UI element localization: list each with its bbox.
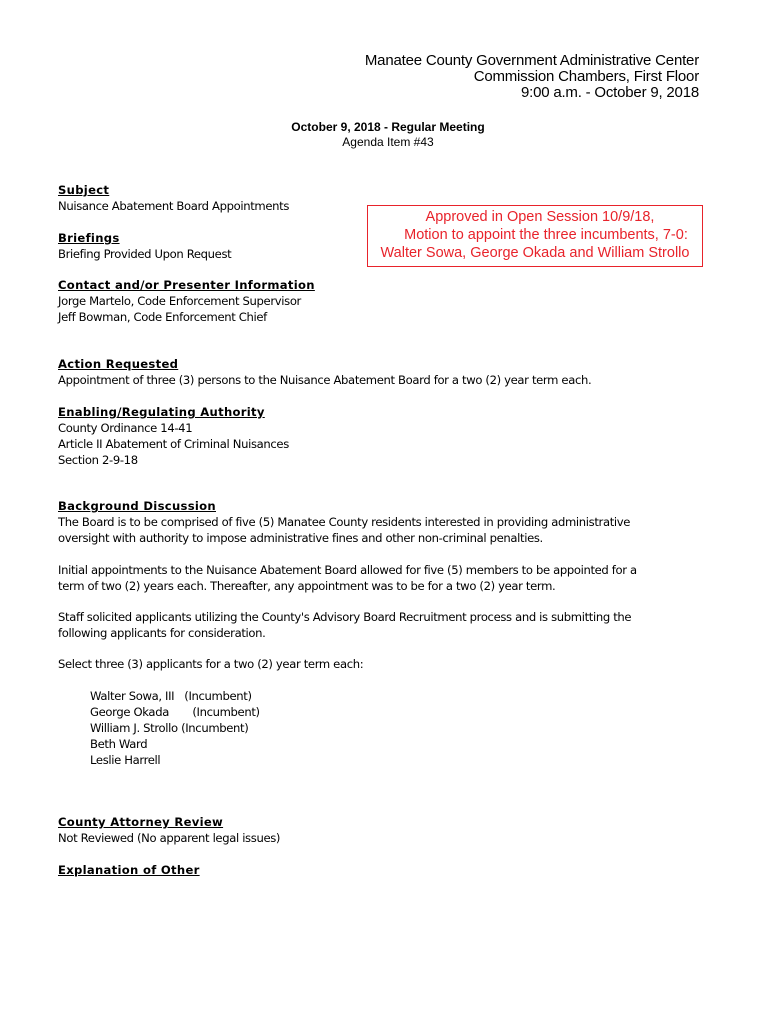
venue-name: Manatee County Government Administrative Center	[364, 52, 699, 69]
background-paragraph-3	[58, 609, 698, 641]
list-item	[90, 736, 260, 752]
background-heading: Background Discussion	[58, 499, 216, 513]
background-paragraph-4	[58, 656, 698, 672]
applicant-status: (Incumbent)	[192, 705, 260, 719]
subject-section	[58, 182, 698, 214]
applicant-status: (Incumbent)	[181, 721, 249, 735]
venue-header	[365, 53, 699, 101]
subject-heading: Subject	[58, 183, 110, 197]
applicant-name: Beth Ward	[90, 737, 148, 751]
list-item	[90, 704, 260, 720]
other-section	[58, 862, 698, 878]
list-item	[90, 720, 260, 736]
contact-section	[58, 277, 698, 325]
applicant-status: (Incumbent)	[184, 689, 252, 703]
applicant-list	[90, 688, 260, 768]
applicant-name: George Okada	[90, 705, 169, 719]
briefings-section	[58, 230, 698, 262]
background-paragraph-2	[58, 562, 698, 594]
authority-line-3: Section 2-9-18	[58, 453, 138, 467]
background-section	[58, 498, 698, 546]
applicant-name: William J. Strollo	[90, 721, 178, 735]
background-p1-line-2: oversight with authority to impose administrative fines and other non-criminal penalties.	[58, 531, 543, 545]
applicant-name: Leslie Harrell	[90, 753, 161, 767]
contact-heading: Contact and/or Presenter Information	[58, 278, 315, 292]
authority-line-2: Article II Abatement of Criminal Nuisances	[58, 437, 289, 451]
action-heading: Action Requested	[58, 357, 179, 371]
authority-heading: Enabling/Regulating Authority	[58, 405, 265, 419]
attorney-section	[58, 814, 698, 846]
background-p2-line-2: term of two (2) years each. Thereafter, any appointment was to be for a two (2) year term.	[58, 579, 556, 593]
briefings-text: Briefing Provided Upon Request	[58, 247, 232, 261]
attorney-text: Not Reviewed (No apparent legal issues)	[58, 831, 281, 845]
meeting-title: October 9, 2018 - Regular Meeting	[291, 120, 485, 134]
stamp-line-1: Approved in Open Session 10/9/18,	[425, 209, 655, 225]
background-p4: Select three (3) applicants for a two (2) year term each:	[58, 657, 364, 671]
list-item	[90, 688, 260, 704]
venue-time: 9:00 a.m. - October 9, 2018	[520, 84, 699, 101]
background-p2-line-1: Initial appointments to the Nuisance Abatement Board allowed for five (5) members to be appointed for a	[58, 563, 637, 577]
briefings-heading: Briefings	[58, 231, 120, 245]
stamp-line-2: Motion to appoint the three incumbents, 7-0:	[404, 227, 688, 243]
other-heading: Explanation of Other	[58, 863, 200, 877]
authority-line-1: County Ordinance 14-41	[58, 421, 193, 435]
action-text: Appointment of three (3) persons to the Nuisance Abatement Board for a two (2) year term each.	[58, 373, 592, 387]
list-item	[90, 752, 260, 768]
authority-section	[58, 404, 698, 468]
subject-text: Nuisance Abatement Board Appointments	[58, 199, 290, 213]
contact-line-1: Jorge Martelo, Code Enforcement Supervisor	[58, 294, 301, 308]
background-p1-line-1: The Board is to be comprised of five (5) Manatee County residents interested in providing administrative	[58, 515, 631, 529]
background-p3-line-1: Staff solicited applicants utilizing the County's Advisory Board Recruitment process and is submitting the	[58, 610, 632, 624]
agenda-item-number: Agenda Item #43	[342, 135, 434, 149]
action-section	[58, 356, 698, 388]
applicant-name: Walter Sowa, III	[90, 689, 175, 703]
contact-line-2: Jeff Bowman, Code Enforcement Chief	[58, 310, 267, 324]
background-p3-line-2: following applicants for consideration.	[58, 626, 266, 640]
venue-room: Commission Chambers, First Floor	[473, 68, 699, 85]
stamp-line-3: Walter Sowa, George Okada and William Strollo	[380, 245, 690, 261]
attorney-heading: County Attorney Review	[58, 815, 224, 829]
